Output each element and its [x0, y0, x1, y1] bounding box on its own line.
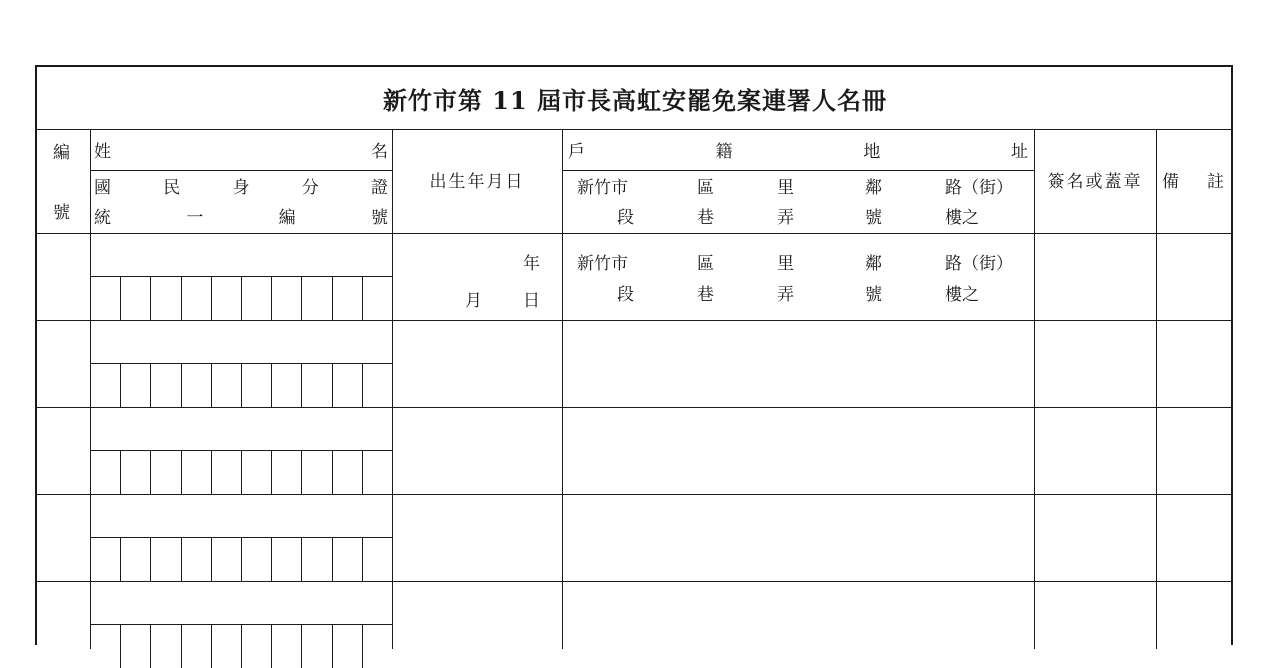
row4-id-boxes	[91, 538, 392, 581]
form-title: 新竹市第 11 屆市長高虹安罷免案連署人名冊	[382, 86, 888, 115]
row1-id-boxes	[91, 277, 392, 320]
row-line-1	[37, 320, 1233, 321]
row-line-3	[37, 494, 1233, 495]
row1-address-road: 路（街）	[945, 254, 1013, 274]
row3-id-boxes	[91, 451, 392, 494]
signature-roster-form	[35, 65, 1233, 645]
header-signature-label: 簽名或蓋章	[1047, 172, 1143, 192]
header-address-road: 路（街）	[945, 178, 1013, 198]
header-birth-label: 出生年月日	[429, 172, 525, 192]
header-remark-label: 備 註	[1162, 172, 1224, 192]
row1-address-no: 號	[865, 285, 882, 305]
header-address-alley: 弄	[777, 208, 794, 228]
row1-address-alley: 弄	[777, 285, 794, 305]
header-address-lane: 巷	[697, 208, 714, 228]
header-ubn-label: 統 一 編 號	[94, 208, 388, 228]
header-name-label: 姓 名	[94, 142, 388, 162]
col-line-birth	[562, 129, 563, 649]
title-divider	[37, 129, 1233, 130]
header-address-label: 戶 籍 地 址	[568, 142, 1028, 162]
row1-day-label: 日	[523, 291, 540, 311]
header-name-divider	[90, 170, 392, 171]
row1-address-district: 區	[697, 254, 714, 274]
header-number-char-1: 編	[53, 143, 70, 163]
row1-address-city: 新竹市	[577, 254, 628, 274]
row1-year-label: 年	[523, 254, 540, 274]
header-address-city: 新竹市	[577, 178, 628, 198]
header-address-village: 里	[777, 178, 794, 198]
header-address-section: 段	[617, 208, 634, 228]
col-line-address	[1034, 129, 1035, 649]
row-line-4	[37, 581, 1233, 582]
col-line-signature	[1156, 129, 1157, 649]
header-address-district: 區	[697, 178, 714, 198]
col-line-name	[392, 129, 393, 649]
header-address-no: 號	[865, 208, 882, 228]
header-address-divider	[562, 170, 1034, 171]
row1-address-village: 里	[777, 254, 794, 274]
row-line-2	[37, 407, 1233, 408]
row5-id-boxes	[91, 625, 392, 668]
header-address-floor: 樓之	[945, 208, 979, 228]
header-id-label: 國 民 身 分 證	[94, 178, 388, 198]
row1-address-floor: 樓之	[945, 285, 979, 305]
header-bottom-line	[37, 233, 1233, 234]
header-address-neighborhood: 鄰	[865, 178, 882, 198]
row1-address-lane: 巷	[697, 285, 714, 305]
row1-address-section: 段	[617, 285, 634, 305]
row1-address-neighborhood: 鄰	[865, 254, 882, 274]
row2-id-boxes	[91, 364, 392, 407]
header-number-char-2: 號	[53, 203, 70, 223]
row1-month-label: 月	[465, 291, 482, 311]
